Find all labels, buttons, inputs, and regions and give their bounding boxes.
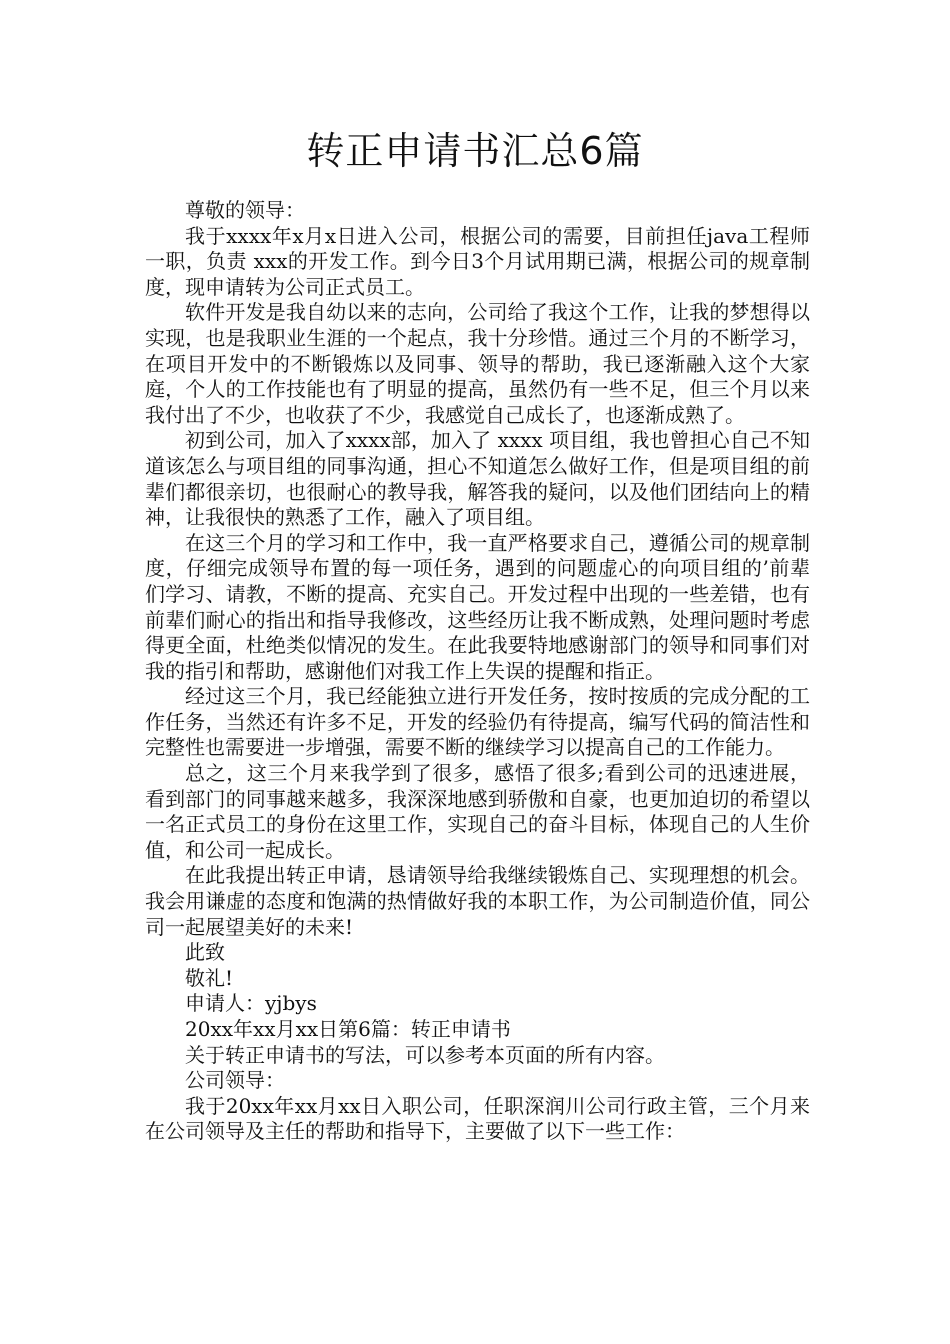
date-and-next-heading: 20xx年xx月xx日第6篇：转正申请书 xyxy=(185,1017,511,1041)
paragraph-6: 总之，这三个月来我学到了很多，感悟了很多;看到公司的迅速进展，看到部门的同事越来越多，我深深地感到骄傲和自豪，也更加迫切的希望以一名正式员工的身份在这里工作，实现自己的奋斗目标，体现自己的人生价值，和公司一起成长。 xyxy=(145,761,810,862)
paragraph-2: 软件开发是我自幼以来的志向，公司给了我这个工作，让我的梦想得以实现，也是我职业生涯的一个起点，我十分珍惜。通过三个月的不断学习，在项目开发中的不断锻炼以及同事、领导的帮助，我已逐渐融入这个大家庭，个人的工作技能也有了明显的提高，虽然仍有一些不足，但三个月以来我付出了不少，也收获了不少，我感觉自己成长了，也逐渐成熟了。 xyxy=(145,300,810,427)
document-body xyxy=(145,198,810,1145)
intro-note: 关于转正申请书的写法，可以参考本页面的所有内容。 xyxy=(185,1042,665,1067)
paragraph-5: 经过这三个月，我已经能独立进行开发任务，按时按质的完成分配的工作任务，当然还有许多不足，开发的经验仍有待提高，编写代码的简洁性和完整性也需要进一步增强，需要不断的继续学习以提高自己的工作能力。 xyxy=(145,684,810,760)
salutation: 尊敬的领导： xyxy=(185,198,305,222)
paragraph-7: 在此我提出转正申请，恳请领导给我继续锻炼自己、实现理想的机会。我会用谦虚的态度和饱满的热情做好我的本职工作，为公司制造价值，同公司一起展望美好的未来! xyxy=(145,863,810,939)
closing-line-2: 敬礼! xyxy=(185,965,234,990)
salutation-2: 公司领导： xyxy=(185,1068,285,1093)
paragraph-4: 在这三个月的学习和工作中，我一直严格要求自己，遵循公司的规章制度，仔细完成领导布置的每一项任务，遇到的问题虚心的向项目组的’前辈们学习、请教，不断的提高、充实自己。开发过程中出现的一些差错，也有前辈们耐心的指出和指导我修改，这些经历让我不断成熟，处理问题时考虑得更全面，杜绝类似情况的发生。在此我要特地感谢部门的领导和同事们对我的指引和帮助，感谢他们对我工作上失误的提醒和指正。 xyxy=(145,530,810,683)
paragraph-3: 初到公司，加入了xxxx部，加入了 xxxx 项目组，我也曾担心自己不知道该怎么与项目组的同事沟通，担心不知道怎么做好工作，但是项目组的前辈们都很亲切，也很耐心的教导我，解答我的疑问，以及他们团结向上的精神，让我很快的熟悉了工作，融入了项目组。 xyxy=(145,428,810,530)
paragraph-1: 我于xxxx年x月x日进入公司，根据公司的需要，目前担任java工程师 一职，负责 xxx的开发工作。到今日3个月试用期已满，根据公司的规章制度，现申请转为公司正式员工。 xyxy=(145,223,810,299)
document-title: 转正申请书汇总6篇 xyxy=(306,129,644,173)
paragraph-8: 我于20xx年xx月xx日入职公司，任职深润川公司行政主管，三个月来在公司领导及主任的帮助和指导下，主要做了以下一些工作： xyxy=(145,1093,810,1144)
closing-line-1: 此致 xyxy=(185,940,225,965)
applicant-line: 申请人：yjbys xyxy=(185,991,317,1016)
